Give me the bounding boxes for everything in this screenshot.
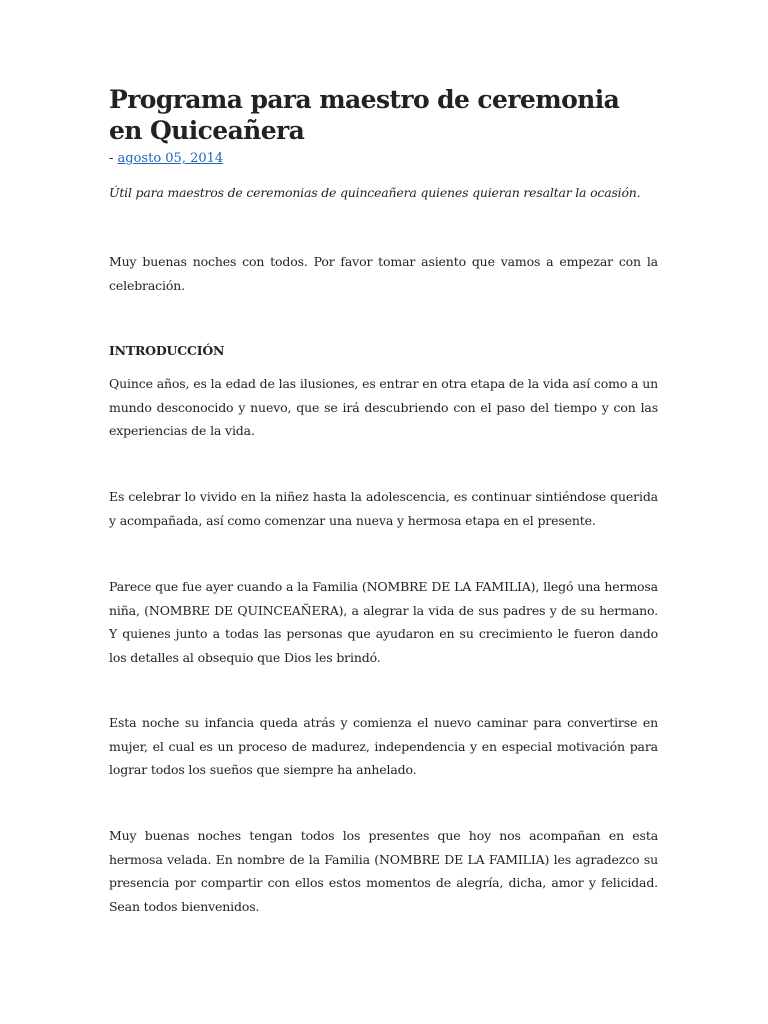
paragraph-2: Es celebrar lo vivido en la niñez hasta la adolescencia, es continuar sintiéndose querida y acompañada, así como comenzar una nueva y hermosa etapa en el presente. — [109, 489, 658, 528]
post-meta — [109, 150, 658, 168]
post-body — [109, 84, 658, 914]
paragraph-4: Esta noche su infancia queda atrás y comienza el nuevo caminar para convertirse en mujer, el cual es un proceso de madurez, independencia y en especial motivación para lograr todos los sueños que siempre ha anhelado. — [109, 715, 658, 777]
greeting-paragraph: Muy buenas noches con todos. Por favor tomar asiento que vamos a empezar con la celebración. — [109, 254, 658, 293]
post-subtitle: Útil para maestros de ceremonias de quinceañera quienes quieran resaltar la ocasión. — [109, 185, 641, 200]
paragraph-3: Parece que fue ayer cuando a la Familia (NOMBRE DE LA FAMILIA), llegó una hermosa niña, (NOMBRE DE QUINCEAÑERA), a alegrar la vida de sus padres y de su hermano. Y quienes junto a todas las personas que ayudaron en su crecimiento le fueron dando los detalles al obsequio que Dios les brindó. — [109, 579, 658, 665]
section-heading: INTRODUCCIÓN — [109, 343, 225, 358]
paragraph-5: Muy buenas noches tengan todos los presentes que hoy nos acompañan en esta hermosa velada. En nombre de la Familia (NOMBRE DE LA FAMILIA) les agradezco su presencia por compartir con ellos estos momentos de alegría, dicha, amor y felicidad. Sean todos bienvenidos. — [109, 828, 658, 914]
post-title: Programa para maestro de ceremonia en Quiceañera — [109, 85, 620, 145]
post-date-link[interactable]: agosto 05, 2014 — [117, 151, 224, 166]
paragraph-1: Quince años, es la edad de las ilusiones, es entrar en otra etapa de la vida así como a un mundo desconocido y nuevo, que se irá descubriendo con el paso del tiempo y con las experiencias de la vida. — [109, 376, 658, 438]
date-prefix: - — [109, 151, 118, 166]
